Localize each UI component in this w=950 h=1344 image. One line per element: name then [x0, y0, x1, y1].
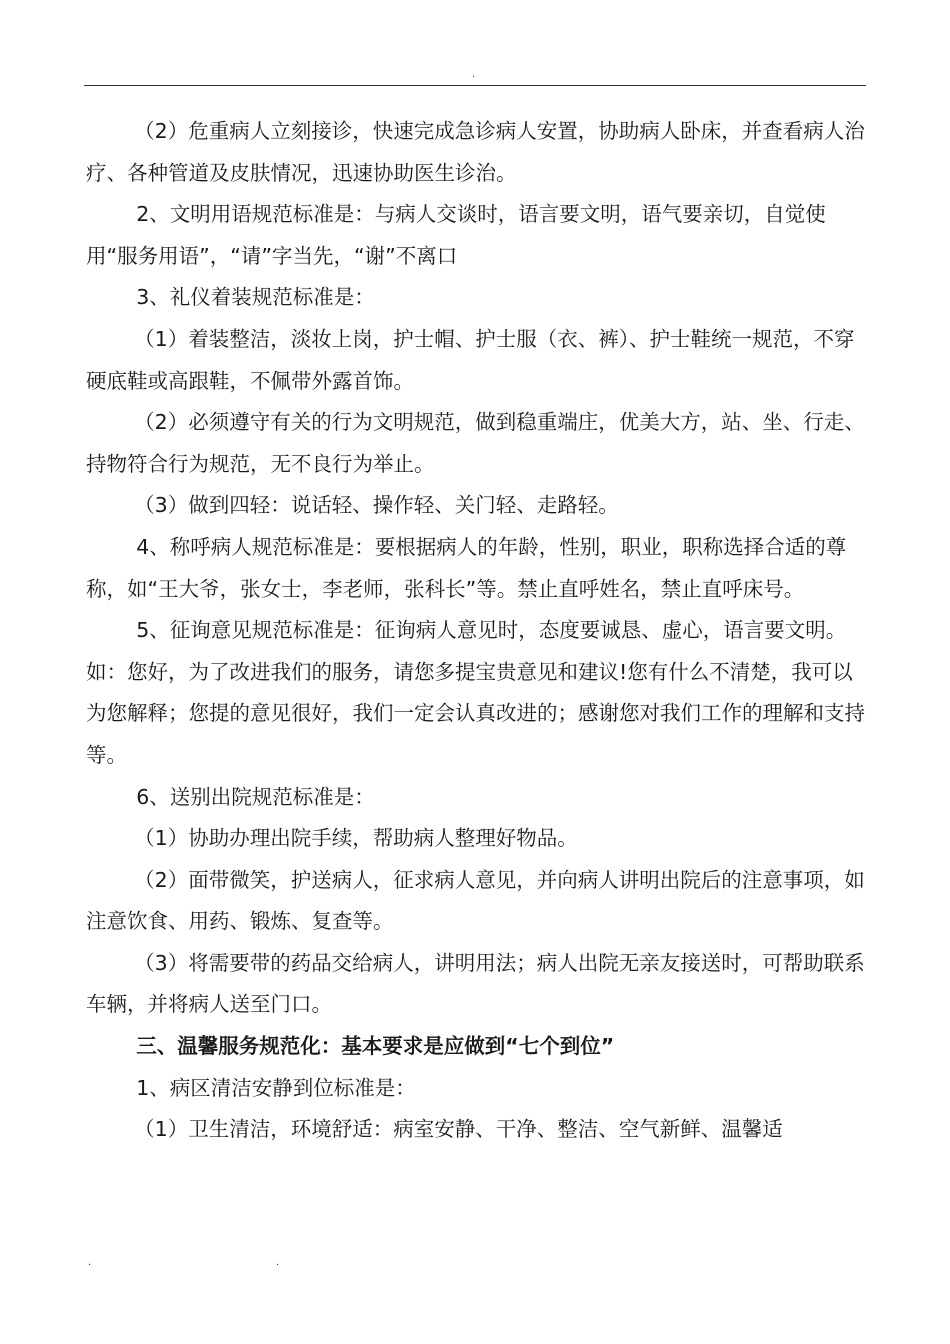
- paragraph-civil-language: 2、文明用语规范标准是：与病人交谈时，语言要文明，语气要亲切，自觉使用“服务用语”，“请”字当先，“谢”不离口: [86, 202, 826, 268]
- paragraph-discharge-heading: 6、送别出院规范标准是：: [136, 784, 375, 809]
- paragraph-discharge-3: （3）将需要带的药品交给病人，讲明用法；病人出院无亲友接送时，可帮助联系车辆，并将病人送至门口。: [86, 950, 865, 1017]
- header-dot: .: [472, 69, 476, 80]
- paragraph-ward-clean: 1、病区清洁安静到位标准是：: [136, 1075, 416, 1100]
- header-rule: [84, 85, 866, 86]
- paragraph-dress-3: （3）做到四轻：说话轻、操作轻、关门轻、走路轻。: [134, 493, 619, 518]
- document-body: [86, 111, 868, 1151]
- paragraph-dress-2: （2）必须遵守有关的行为文明规范，做到稳重端庄，优美大方，站、坐、行走、持物符合行为规范，无不良行为举止。: [86, 410, 865, 476]
- paragraph-feedback: 5、征询意见规范标准是：征询病人意见时，态度要诚恳、虚心，语言要文明。如：您好，为了改进我们的服务，请您多提宝贵意见和建议!您有什么不清楚，我可以为您解释；您提的意见很好，我们一定会认真改进的；感谢您对我们工作的理解和支持等。: [86, 618, 865, 767]
- paragraph-addressing: 4、称呼病人规范标准是：要根据病人的年龄，性别，职业，职称选择合适的尊称，如“王大爷，张女士，李老师，张科长”等。禁止直呼姓名，禁止直呼床号。: [86, 534, 847, 601]
- footer-dot-left: .: [88, 1257, 92, 1268]
- footer-dot-right: .: [276, 1257, 280, 1268]
- paragraph-discharge-1: （1）协助办理出院手续，帮助病人整理好物品。: [134, 826, 578, 851]
- paragraph-discharge-2: （2）面带微笑，护送病人，征求病人意见，并向病人讲明出院后的注意事项，如注意饮食、用药、锻炼、复查等。: [86, 867, 865, 934]
- section-heading-warm-service: 三、温馨服务规范化：基本要求是应做到“七个到位”: [136, 1034, 615, 1059]
- paragraph-ward-clean-1: （1）卫生清洁，环境舒适：病室安静、干净、整洁、空气新鲜、温馨适: [134, 1117, 783, 1142]
- paragraph-etiquette-heading: 3、礼仪着装规范标准是：: [136, 285, 375, 310]
- paragraph-dress-1: （1）着装整洁，淡妆上岗，护士帽、护士服（衣、裤）、护士鞋统一规范，不穿硬底鞋或高跟鞋，不佩带外露首饰。: [86, 326, 855, 393]
- paragraph-item-2-emergency: （2）危重病人立刻接诊，快速完成急诊病人安置，协助病人卧床，并查看病人治疗、各种管道及皮肤情况，迅速协助医生诊治。: [86, 119, 865, 185]
